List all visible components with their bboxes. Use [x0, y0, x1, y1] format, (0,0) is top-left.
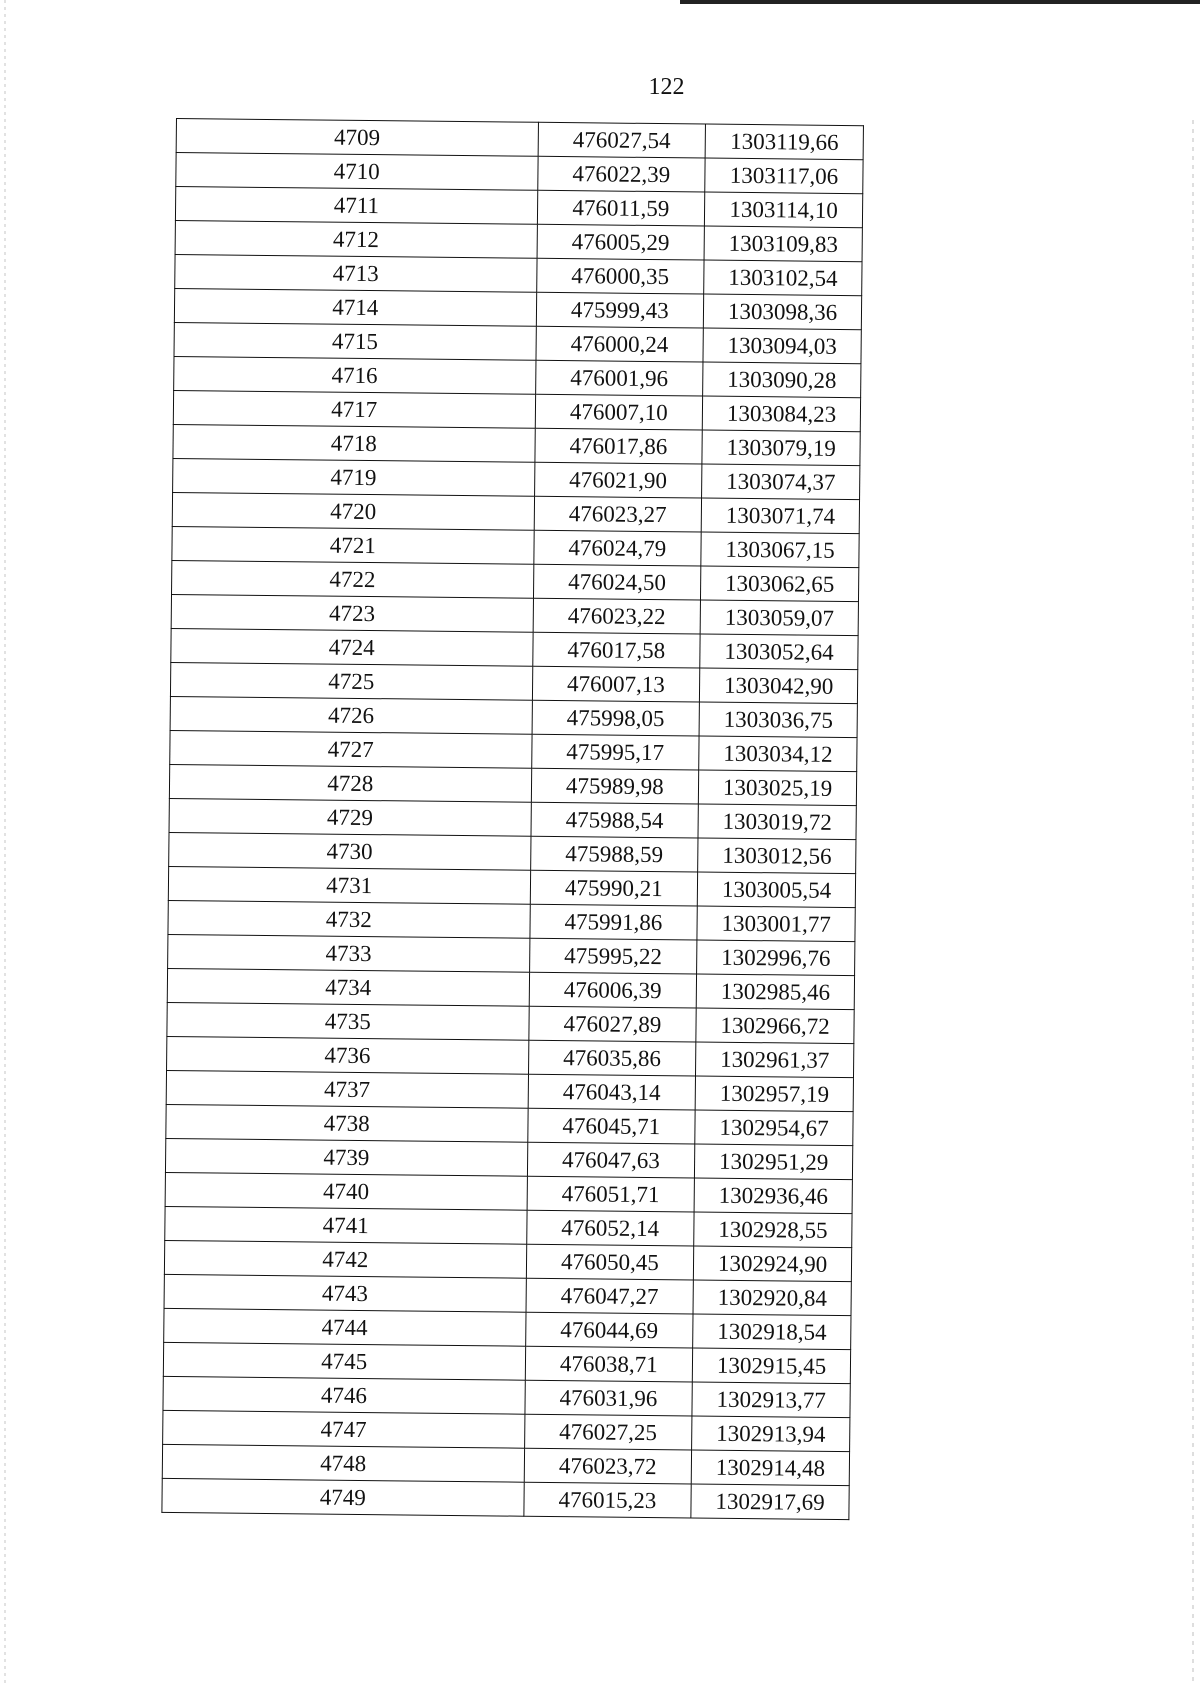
coordinate-y-cell: 1303034,12 [699, 736, 857, 772]
point-number-cell: 4718 [173, 424, 535, 462]
point-number-cell: 4723 [171, 594, 533, 632]
coordinate-y-cell: 1303052,64 [700, 634, 858, 670]
coordinate-y-cell: 1303102,54 [704, 260, 862, 296]
point-number-cell: 4748 [162, 1444, 524, 1482]
coordinate-y-cell: 1303005,54 [697, 872, 855, 908]
point-number-cell: 4721 [172, 526, 534, 564]
point-number-cell: 4737 [166, 1070, 528, 1108]
point-number-cell: 4724 [171, 628, 533, 666]
coordinate-x-cell: 476031,96 [524, 1380, 692, 1416]
coordinate-y-cell: 1303042,90 [700, 668, 858, 704]
coordinate-y-cell: 1303067,15 [701, 532, 859, 568]
coordinate-y-cell: 1303025,19 [699, 770, 857, 806]
coordinate-x-cell: 476043,14 [528, 1074, 696, 1110]
coordinate-x-cell: 476007,13 [532, 666, 700, 702]
point-number-cell: 4732 [168, 900, 530, 938]
point-number-cell: 4745 [163, 1342, 525, 1380]
point-number-cell: 4739 [165, 1138, 527, 1176]
point-number-cell: 4731 [168, 866, 530, 904]
coordinate-y-cell: 1302918,54 [693, 1314, 851, 1350]
coordinate-x-cell: 475995,22 [529, 938, 697, 974]
point-number-cell: 4735 [167, 1002, 529, 1040]
point-number-cell: 4720 [172, 492, 534, 530]
coordinate-x-cell: 475990,21 [530, 870, 698, 906]
coordinate-y-cell: 1302915,45 [692, 1348, 850, 1384]
coordinate-y-cell: 1303094,03 [703, 328, 861, 364]
coordinate-y-cell: 1302936,46 [694, 1178, 852, 1214]
coordinate-y-cell: 1303036,75 [699, 702, 857, 738]
coordinate-y-cell: 1303059,07 [700, 600, 858, 636]
coordinate-x-cell: 476052,14 [526, 1210, 694, 1246]
point-number-cell: 4733 [168, 934, 530, 972]
point-number-cell: 4722 [172, 560, 534, 598]
coordinate-y-cell: 1303062,65 [701, 566, 859, 602]
point-number-cell: 4711 [175, 187, 537, 225]
coordinate-x-cell: 476051,71 [527, 1176, 695, 1212]
point-number-cell: 4715 [174, 322, 536, 360]
point-number-cell: 4746 [163, 1376, 525, 1414]
coordinate-x-cell: 476005,29 [537, 224, 705, 260]
point-number-cell: 4725 [170, 662, 532, 700]
scan-border-right [1192, 120, 1194, 1686]
coordinate-x-cell: 476027,25 [524, 1414, 692, 1450]
coordinate-y-cell: 1302920,84 [693, 1280, 851, 1316]
point-number-cell: 4726 [170, 696, 532, 734]
coordinate-x-cell: 476023,27 [534, 496, 702, 532]
coordinate-x-cell: 476000,24 [536, 326, 704, 362]
coordinate-y-cell: 1303084,23 [702, 396, 860, 432]
coordinate-y-cell: 1302985,46 [696, 974, 854, 1010]
coordinates-table-body [162, 119, 864, 1520]
coordinate-y-cell: 1302957,19 [695, 1076, 853, 1112]
coordinate-y-cell: 1303117,06 [705, 158, 863, 194]
coordinate-y-cell: 1302917,69 [691, 1484, 849, 1520]
coordinate-y-cell: 1303079,19 [702, 430, 860, 466]
coordinate-y-cell: 1303090,28 [703, 362, 861, 398]
coordinate-x-cell: 476024,50 [533, 564, 701, 600]
coordinate-x-cell: 476023,72 [524, 1448, 692, 1484]
point-number-cell: 4736 [167, 1036, 529, 1074]
scan-border-top [680, 0, 1200, 4]
coordinate-y-cell: 1303074,37 [702, 464, 860, 500]
point-number-cell: 4749 [162, 1478, 524, 1516]
point-number-cell: 4709 [176, 119, 538, 157]
coordinates-table [161, 118, 864, 1520]
coordinate-x-cell: 476021,90 [534, 462, 702, 498]
coordinate-x-cell: 476047,63 [527, 1142, 695, 1178]
coordinate-x-cell: 476022,39 [537, 156, 705, 192]
coordinate-y-cell: 1302928,55 [694, 1212, 852, 1248]
coordinate-y-cell: 1303114,10 [705, 192, 863, 228]
coordinate-x-cell: 475995,17 [531, 734, 699, 770]
coordinate-x-cell: 476007,10 [535, 394, 703, 430]
point-number-cell: 4740 [165, 1172, 527, 1210]
coordinate-x-cell: 475998,05 [532, 700, 700, 736]
coordinate-y-cell: 1302966,72 [696, 1008, 854, 1044]
coordinate-x-cell: 476027,54 [538, 122, 706, 158]
coordinate-y-cell: 1302913,77 [692, 1382, 850, 1418]
point-number-cell: 4714 [174, 288, 536, 326]
coordinate-x-cell: 475989,98 [531, 768, 699, 804]
point-number-cell: 4744 [164, 1308, 526, 1346]
coordinate-y-cell: 1303012,56 [698, 838, 856, 874]
point-number-cell: 4719 [173, 458, 535, 496]
scan-border-left [4, 0, 6, 1686]
point-number-cell: 4727 [170, 730, 532, 768]
coordinate-x-cell: 476027,89 [528, 1006, 696, 1042]
coordinate-y-cell: 1303019,72 [698, 804, 856, 840]
coordinate-x-cell: 475988,59 [530, 836, 698, 872]
coordinate-y-cell: 1303001,77 [697, 906, 855, 942]
point-number-cell: 4716 [174, 356, 536, 394]
coordinate-x-cell: 476017,58 [532, 632, 700, 668]
coordinate-x-cell: 476001,96 [535, 360, 703, 396]
point-number-cell: 4741 [165, 1206, 527, 1244]
coordinate-y-cell: 1302951,29 [695, 1144, 853, 1180]
coordinate-y-cell: 1302954,67 [695, 1110, 853, 1146]
coordinate-y-cell: 1302996,76 [697, 940, 855, 976]
point-number-cell: 4742 [164, 1240, 526, 1278]
point-number-cell: 4738 [166, 1104, 528, 1142]
coordinate-x-cell: 476035,86 [528, 1040, 696, 1076]
coordinate-x-cell: 476000,35 [536, 258, 704, 294]
point-number-cell: 4728 [169, 764, 531, 802]
point-number-cell: 4712 [175, 220, 537, 258]
coordinate-x-cell: 476044,69 [525, 1312, 693, 1348]
coordinate-x-cell: 476011,59 [537, 190, 705, 226]
coordinate-y-cell: 1303071,74 [701, 498, 859, 534]
point-number-cell: 4743 [164, 1274, 526, 1312]
coordinate-x-cell: 476017,86 [534, 428, 702, 464]
coordinate-y-cell: 1303119,66 [705, 124, 863, 160]
point-number-cell: 4747 [163, 1410, 525, 1448]
coordinate-x-cell: 476023,22 [533, 598, 701, 634]
coordinate-x-cell: 476015,23 [523, 1482, 691, 1518]
coordinate-y-cell: 1303109,83 [704, 226, 862, 262]
coordinate-x-cell: 476006,39 [529, 972, 697, 1008]
coordinate-x-cell: 476047,27 [526, 1278, 694, 1314]
point-number-cell: 4717 [173, 390, 535, 428]
coordinate-y-cell: 1302914,48 [691, 1450, 849, 1486]
page-number: 122 [648, 74, 685, 100]
point-number-cell: 4729 [169, 798, 531, 836]
point-number-cell: 4710 [176, 153, 538, 191]
coordinate-y-cell: 1302961,37 [696, 1042, 854, 1078]
coordinate-x-cell: 475988,54 [531, 802, 699, 838]
coordinate-x-cell: 476045,71 [527, 1108, 695, 1144]
coordinate-x-cell: 476038,71 [525, 1346, 693, 1382]
coordinate-x-cell: 475999,43 [536, 292, 704, 328]
point-number-cell: 4734 [167, 968, 529, 1006]
point-number-cell: 4713 [175, 254, 537, 292]
coordinate-x-cell: 476024,79 [533, 530, 701, 566]
table-row [162, 1478, 849, 1519]
coordinate-y-cell: 1302913,94 [692, 1416, 850, 1452]
coordinate-y-cell: 1302924,90 [694, 1246, 852, 1282]
coordinate-x-cell: 476050,45 [526, 1244, 694, 1280]
point-number-cell: 4730 [169, 832, 531, 870]
coordinate-x-cell: 475991,86 [529, 904, 697, 940]
coordinate-y-cell: 1303098,36 [704, 294, 862, 330]
